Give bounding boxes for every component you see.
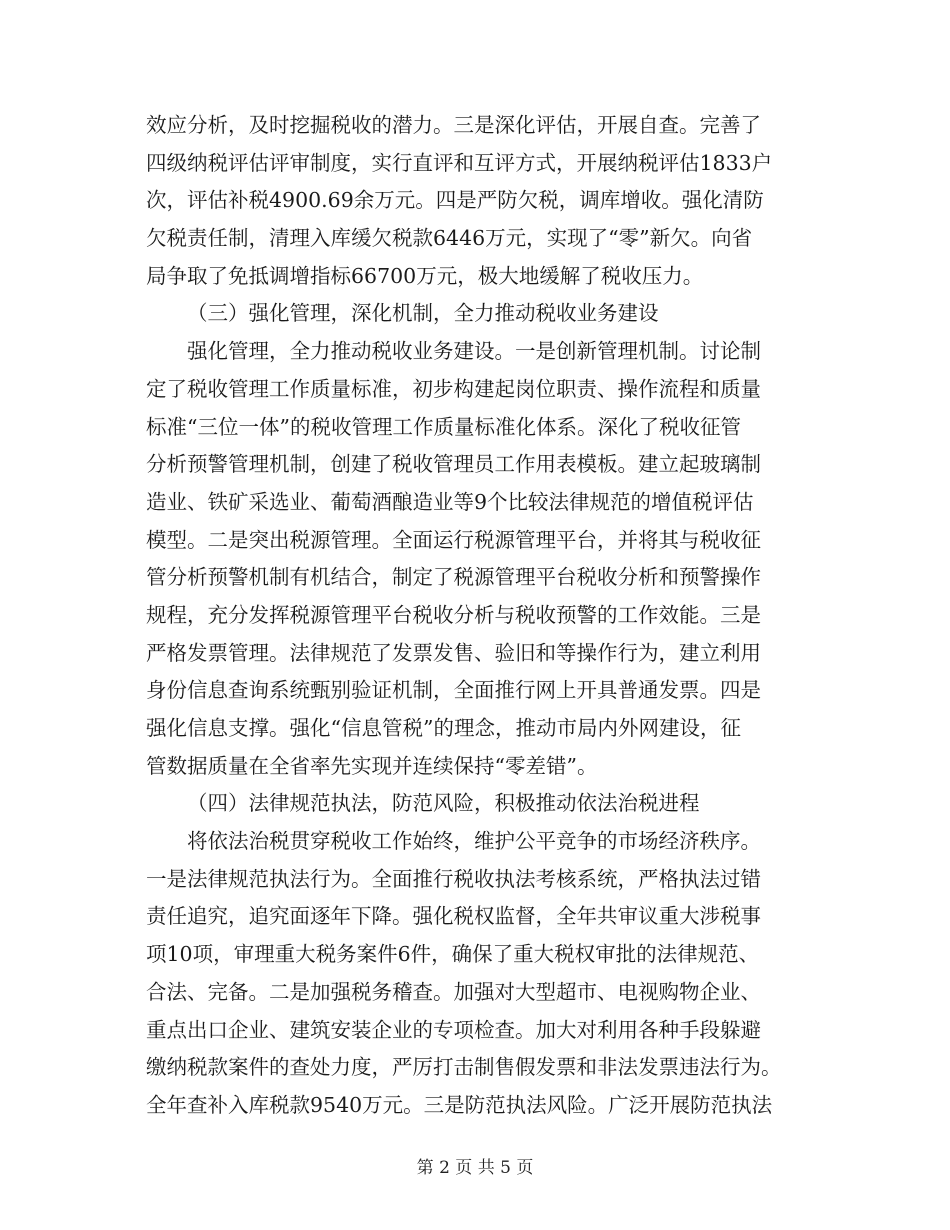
text-line: 将依法治税贯穿税收工作始终，维护公平竞争的市场经济秩序。 xyxy=(187,829,761,854)
text-line: 项10项，审理重大税务案件6件，确保了重大税权审批的法律规范、 xyxy=(146,942,760,967)
text-line: 责任追究，追究面逐年下降。强化税权监督，全年共审议重大涉税事 xyxy=(146,904,761,929)
text-line: 效应分析，及时挖掘税收的潜力。三是深化评估，开展自查。完善了 xyxy=(146,113,761,137)
text-line: 重点出口企业、建筑安装企业的专项检查。加大对利用各种手段躲避 xyxy=(146,1017,761,1042)
text-line: 欠税责任制，清理入库缓欠税款6446万元，实现了“零”新欠。向省 xyxy=(146,226,753,251)
text-line: 次，评估补税4900.69余万元。四是严防欠税，调库增收。强化清防 xyxy=(146,188,764,213)
text-line: （三）强化管理，深化机制，全力推动税收业务建设 xyxy=(187,301,659,326)
text-line: 强化信息支撑。强化“信息管税”的理念，推动市局内外网建设，征 xyxy=(146,716,741,740)
text-line: 缴纳税款案件的查处力度，严厉打击制售假发票和非法发票违法行为。 xyxy=(146,1055,782,1080)
document-body xyxy=(146,107,806,1125)
text-line: 身份信息查询系统甄别验证机制，全面推行网上开具普通发票。四是 xyxy=(146,678,761,703)
text-line: 分析预警管理机制，创建了税收管理员工作用表模板。建立起玻璃制 xyxy=(146,452,761,477)
text-line: 规程，充分发挥税源管理平台税收分析与税收预警的工作效能。三是 xyxy=(146,602,761,627)
text-line: （四）法律规范执法，防范风险，积极推动依法治税进程 xyxy=(187,791,700,816)
text-line: 造业、铁矿采选业、葡萄酒酿造业等9个比较法律规范的增值税评估 xyxy=(146,489,754,514)
text-line: 合法、完备。二是加强税务稽查。加强对大型超市、电视购物企业、 xyxy=(146,979,761,1004)
text-line: 管分析预警机制有机结合，制定了税源管理平台税收分析和预警操作 xyxy=(146,565,761,590)
page-footer: 第 2 页 共 5 页 xyxy=(416,1158,534,1178)
text-line: 全年查补入库税款9540万元。三是防范执法风险。广泛开展防范执法 xyxy=(146,1092,773,1117)
text-line: 管数据质量在全省率先实现并连续保持“零差错”。 xyxy=(146,753,598,778)
text-line: 局争取了免抵调增指标66700万元，极大地缓解了税收压力。 xyxy=(146,263,704,288)
text-line: 定了税收管理工作质量标准，初步构建起岗位职责、操作流程和质量 xyxy=(146,376,761,401)
text-line: 一是法律规范执法行为。全面推行税收执法考核系统，严格执法过错 xyxy=(146,866,761,891)
text-line: 严格发票管理。法律规范了发票发售、验旧和等操作行为，建立利用 xyxy=(146,640,761,665)
text-line: 标准“三位一体”的税收管理工作质量标准化体系。深化了税收征管 xyxy=(146,414,741,439)
text-line: 四级纳税评估评审制度，实行直评和互评方式，开展纳税评估1833户 xyxy=(146,150,773,175)
text-line: 模型。二是突出税源管理。全面运行税源管理平台，并将其与税收征 xyxy=(146,527,761,552)
text-line: 强化管理，全力推动税收业务建设。一是创新管理机制。讨论制 xyxy=(187,339,761,364)
